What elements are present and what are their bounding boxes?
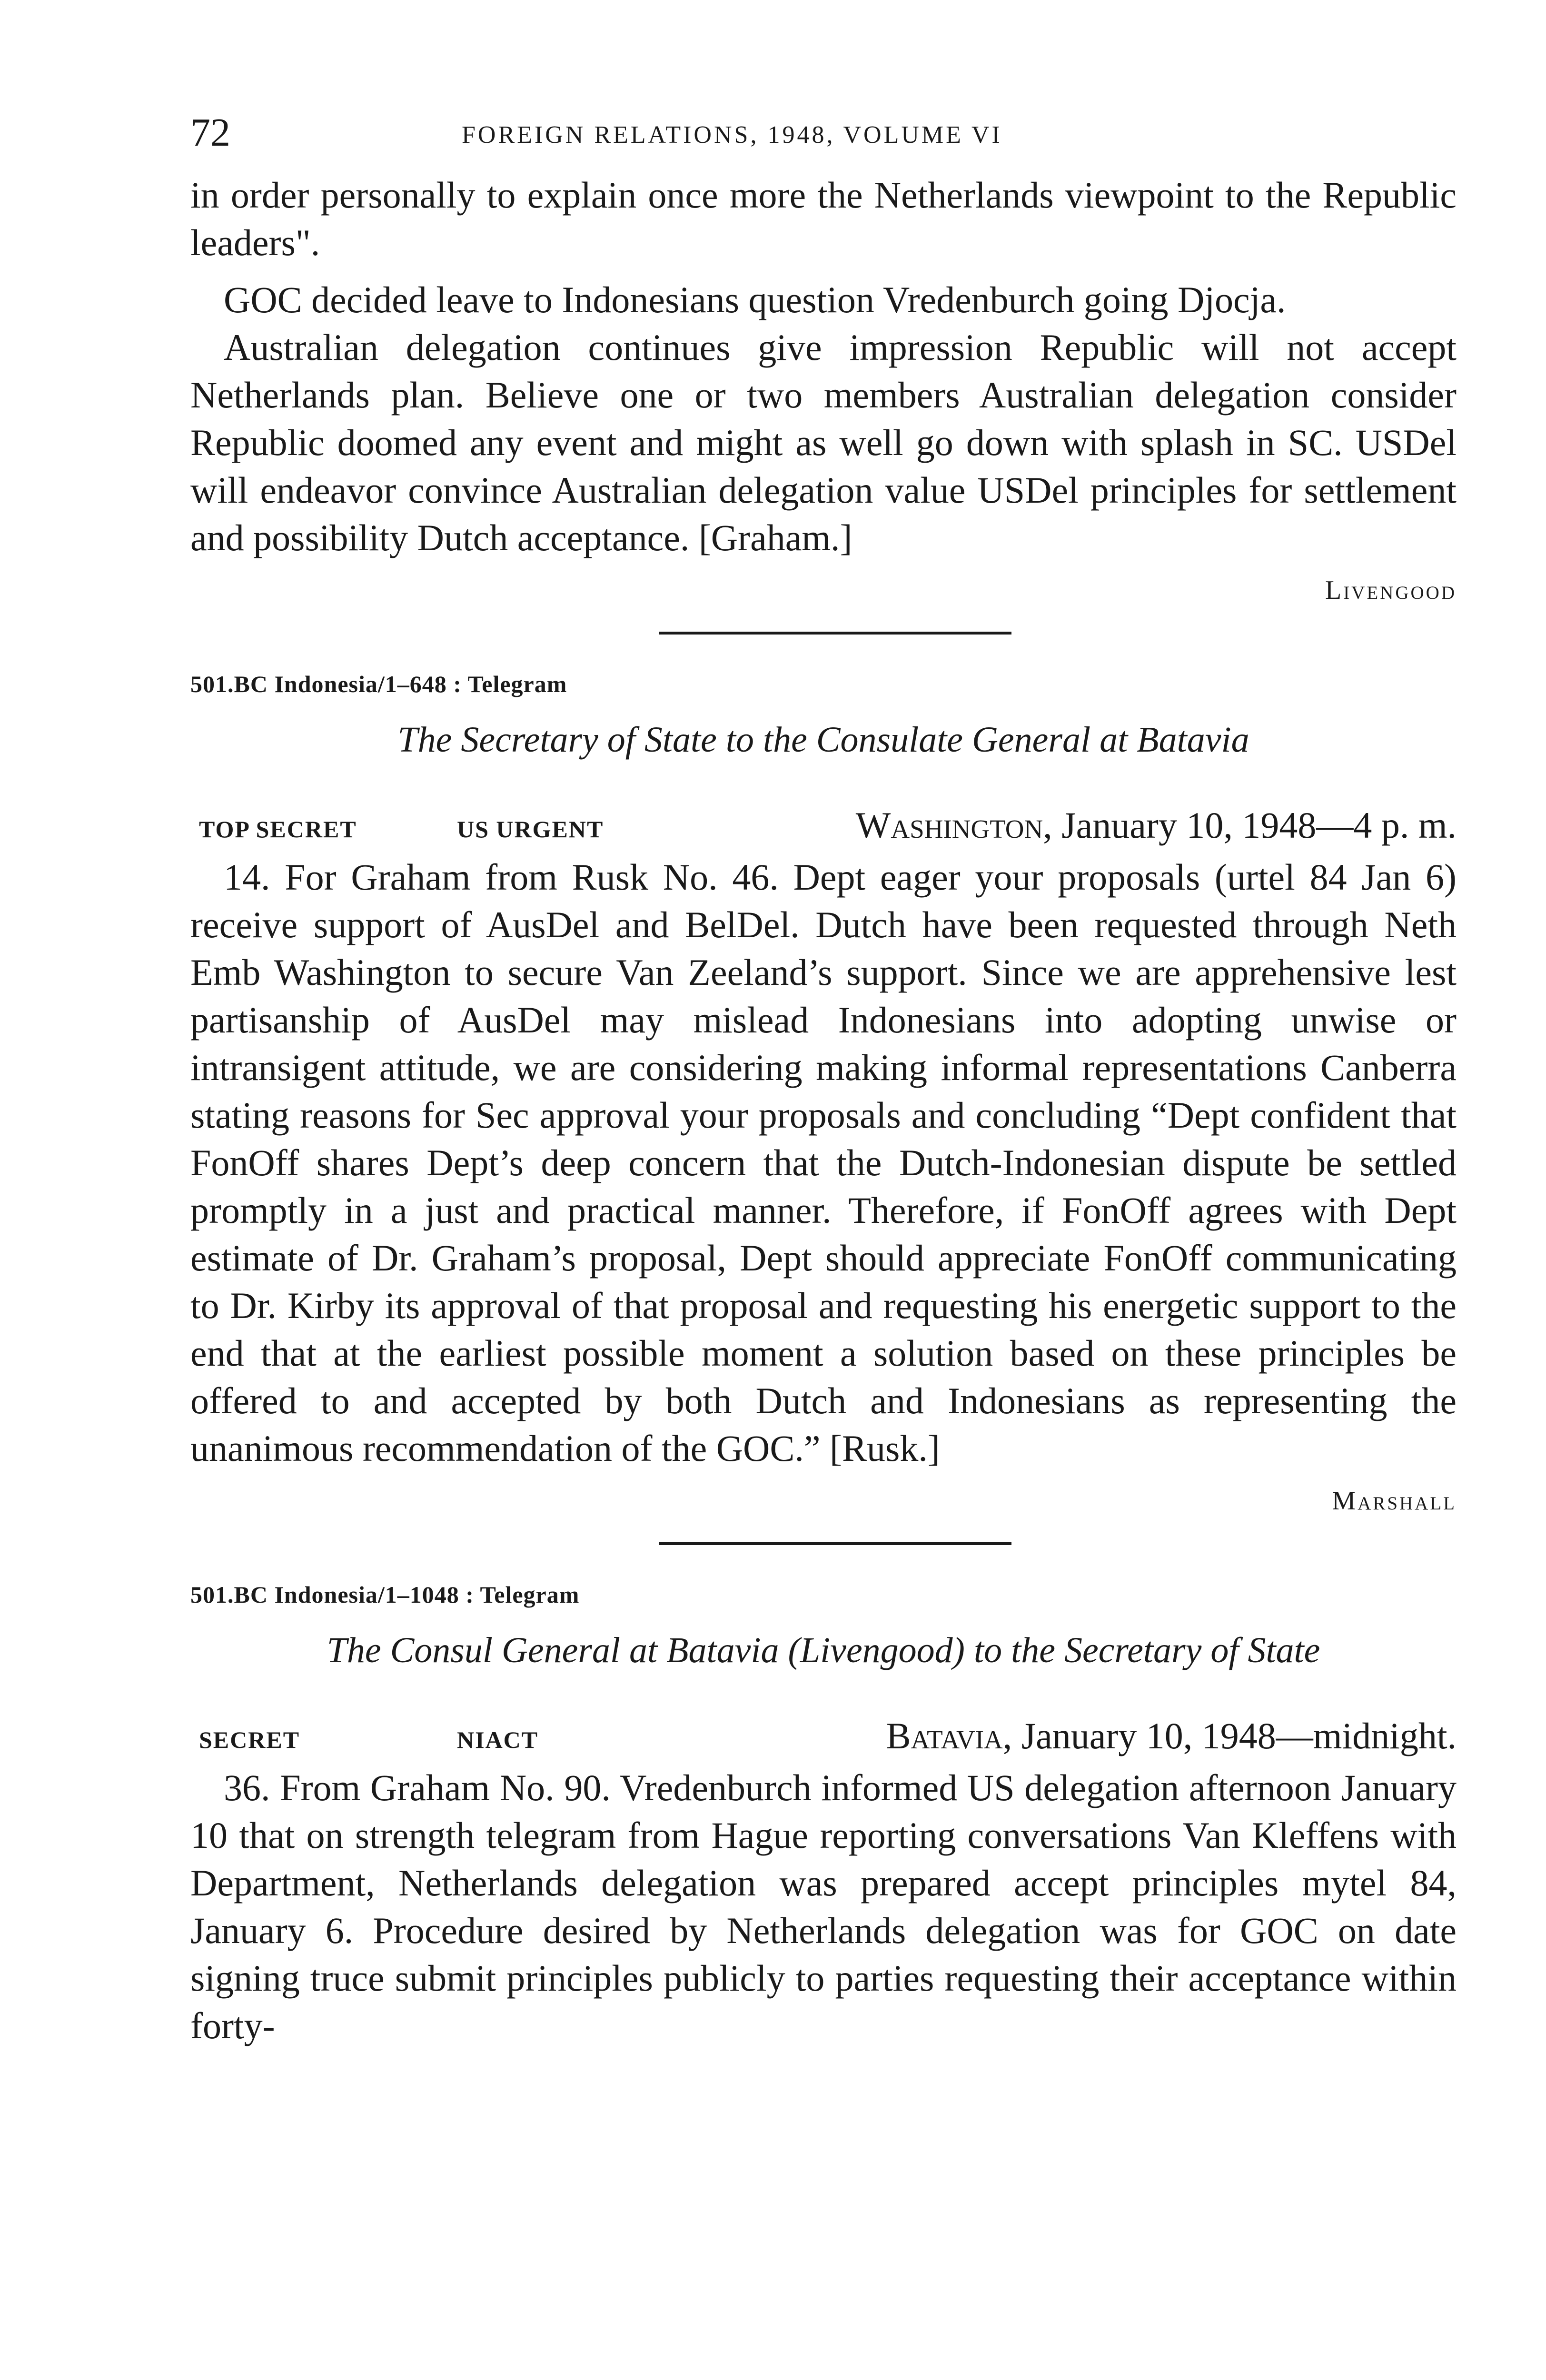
continuation-paragraph: GOC decided leave to Indonesians question Vredenburch going Djocja.: [224, 279, 1286, 320]
file-reference: 501.BC Indonesia/1–1048 : Telegram: [190, 1581, 580, 1608]
document-page: [190, 100, 1457, 2380]
place-date: [886, 1715, 1457, 1757]
file-reference: 501.BC Indonesia/1–648 : Telegram: [190, 671, 567, 697]
continuation-paragraph: Australian delegation continues give impression Republic will not accept Netherlands plan. Believe one or two members Australian delegation consider Republic doomed any event and might as well go down with splash in SC. USDel will endeavor convince Australian delegation value USDel principles for settlement and possibility Dutch acceptance. [Graham.]: [190, 327, 1457, 558]
date: , January 10, 1948—midnight.: [1002, 1715, 1457, 1756]
classification: TOP SECRET: [199, 816, 357, 843]
priority: NIACT: [457, 1726, 539, 1753]
telegram-body: 14. For Graham from Rusk No. 46. Dept eager your proposals (urtel 84 Jan 6) receive support of AusDel and BelDel. Dutch have been requested through Neth Emb Washington to secure Van Zeeland’s support. Since we are apprehensive lest partisanship of AusDel may mislead Indonesians into adopting unwise or intransigent attitude, we are considering making informal representations Canberra stating reasons for Sec approval your proposals and concluding “Dept confident that FonOff shares Dept’s deep concern that the Dutch-Indonesian dispute be settled promptly in a just and practical manner. Therefore, if FonOff agrees with Dept estimate of Dr. Graham’s proposal, Dept should appreciate FonOff communicating to Dr. Kirby its approval of that proposal and requesting his energetic support to the end that at the earliest possible moment a solution based on these principles be offered to and accepted by both Dutch and Indonesians as representing the unanimous recommendation of the GOC.” [Rusk.]: [190, 856, 1457, 1469]
continuation-paragraph: in order personally to explain once more the Netherlands viewpoint to the Republic leaders".: [190, 174, 1457, 263]
dateline: [190, 801, 1457, 853]
page-number: 72: [190, 110, 230, 155]
classification: SECRET: [199, 1726, 300, 1753]
section-divider: [659, 632, 1011, 635]
running-header: [190, 100, 1457, 171]
signature-livengood: Livengood: [1325, 575, 1457, 605]
running-title: FOREIGN RELATIONS, 1948, VOLUME VI: [462, 121, 1002, 149]
place: Batavia: [886, 1715, 1003, 1756]
telegram-body: 36. From Graham No. 90. Vredenburch informed US delegation afternoon January 10 that on strength telegram from Hague reporting conversations Van Kleffens with Department, Netherlands delegation was prepared accept principles mytel 84, January 6. Procedure desired by Netherlands delegation was for GOC on date signing truce submit principles publicly to parties requesting their acceptance within forty-: [190, 1767, 1457, 2046]
document-title: The Secretary of State to the Consulate General at Batavia: [397, 720, 1249, 760]
place-date: [856, 804, 1457, 847]
section-divider: [659, 1542, 1011, 1545]
document-title: The Consul General at Batavia (Livengood) to the Secretary of State: [327, 1630, 1320, 1670]
priority: US URGENT: [457, 816, 604, 843]
signature-marshall: Marshall: [1332, 1486, 1457, 1516]
date: , January 10, 1948—4 p. m.: [1043, 804, 1457, 846]
place: Washington: [855, 804, 1043, 846]
dateline: [190, 1712, 1457, 1764]
